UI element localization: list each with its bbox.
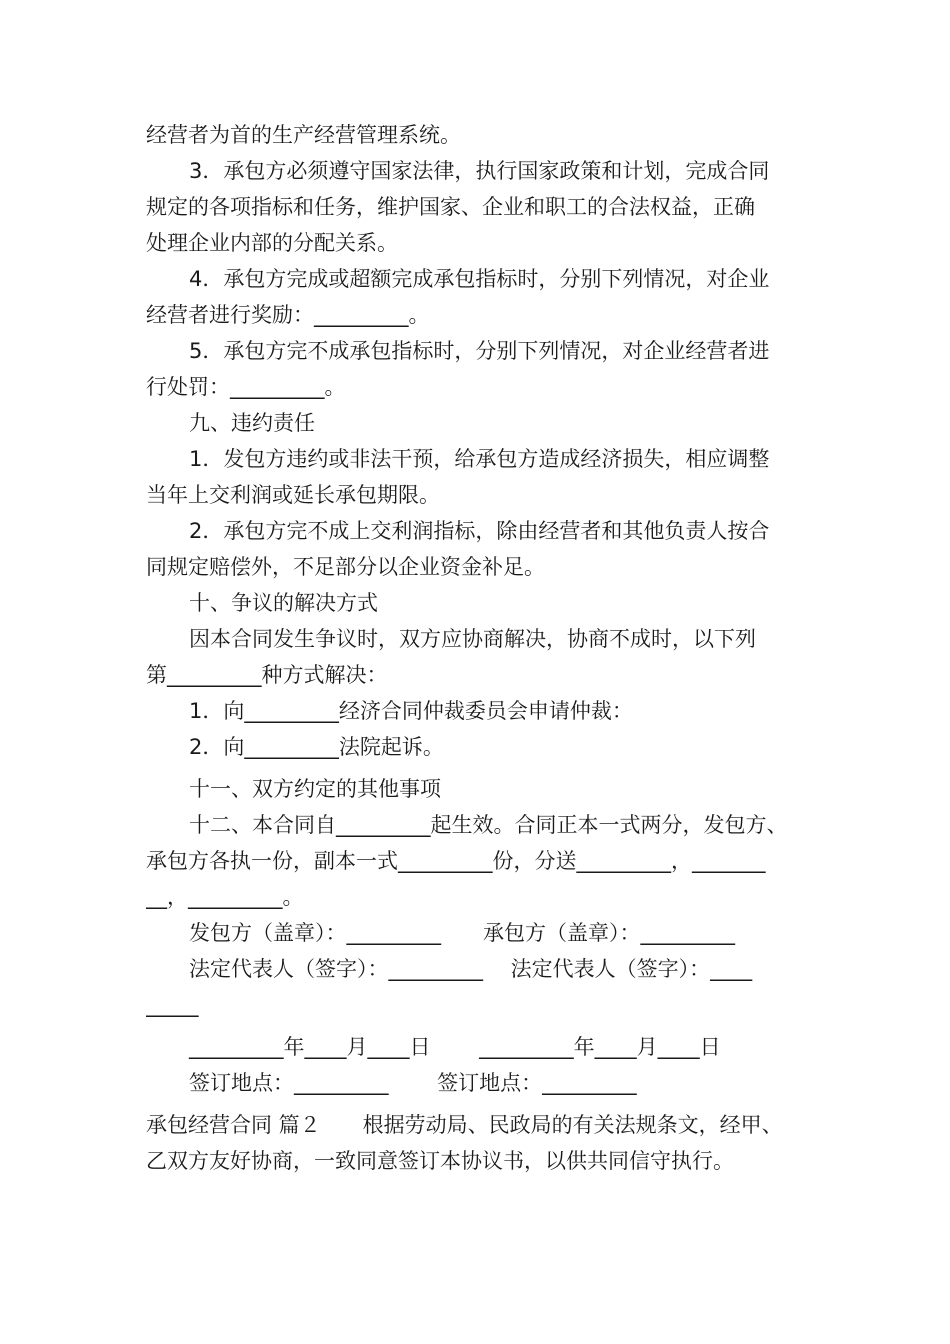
- dispute-line-1: 因本合同发生争议时，双方应协商解决，协商不成时，以下列: [189, 627, 756, 651]
- breach-1-line-2: 当年上交利润或延长承包期限。: [146, 483, 440, 507]
- breach-2-line-1: 2．承包方完不成上交利润指标，除由经营者和其他负责人按合: [189, 519, 770, 543]
- text-line: 经营者为首的生产经营管理系统。: [146, 123, 461, 147]
- seal-line: 发包方（盖章）：_________ 承包方（盖章）：_________: [189, 921, 735, 945]
- representative-line: 法定代表人（签字）：_________ 法定代表人（签字）：____: [189, 957, 753, 981]
- section-12-line-2: 承包方各执一份，副本一式_________份，分送_________，_______: [146, 849, 766, 873]
- clause-4-line-1: 4．承包方完成或超额完成承包指标时，分别下列情况，对企业: [189, 267, 770, 291]
- clause-5-line-1: 5．承包方完不成承包指标时，分别下列情况，对企业经营者进: [189, 339, 770, 363]
- document-body: [146, 117, 811, 1179]
- contract-2-line-1: 承包经营合同 篇２ 根据劳动局、民政局的有关法规条文，经甲、: [146, 1113, 783, 1137]
- date-line: _________年____月____日 _________年____月____日: [189, 1035, 721, 1059]
- clause-3-line-2: 规定的各项指标和任务，维护国家、企业和职工的合法权益，正确: [146, 195, 755, 219]
- representative-line-cont: _____: [146, 993, 199, 1017]
- dispute-line-2: 第_________种方式解决：: [146, 663, 388, 687]
- dispute-option-1: 1．向_________经济合同仲裁委员会申请仲裁：: [189, 699, 633, 723]
- clause-5-line-2: 行处罚：_________。: [146, 375, 346, 399]
- section-heading-9: 九、违约责任: [189, 411, 315, 435]
- clause-4-line-2: 经营者进行奖励：_________。: [146, 303, 430, 327]
- section-heading-10: 十、争议的解决方式: [189, 591, 378, 615]
- section-12-line-1: 十二、本合同自_________起生效。合同正本一式两分，发包方、: [189, 813, 788, 837]
- clause-3-line-3: 处理企业内部的分配关系。: [146, 231, 398, 255]
- contract-2-line-2: 乙双方友好协商，一致同意签订本协议书，以供共同信守执行。: [146, 1149, 734, 1173]
- section-12-line-3: __，_________。: [146, 885, 304, 909]
- breach-1-line-1: 1．发包方违约或非法干预，给承包方造成经济损失，相应调整: [189, 447, 770, 471]
- breach-2-line-2: 同规定赔偿外，不足部分以企业资金补足。: [146, 555, 545, 579]
- dispute-option-2: 2．向_________法院起诉。: [189, 735, 444, 759]
- clause-3-line-1: 3．承包方必须遵守国家法律，执行国家政策和计划，完成合同: [189, 159, 770, 183]
- section-heading-11: 十一、双方约定的其他事项: [189, 777, 441, 801]
- signing-place-line: 签订地点：_________ 签订地点：_________: [189, 1071, 637, 1095]
